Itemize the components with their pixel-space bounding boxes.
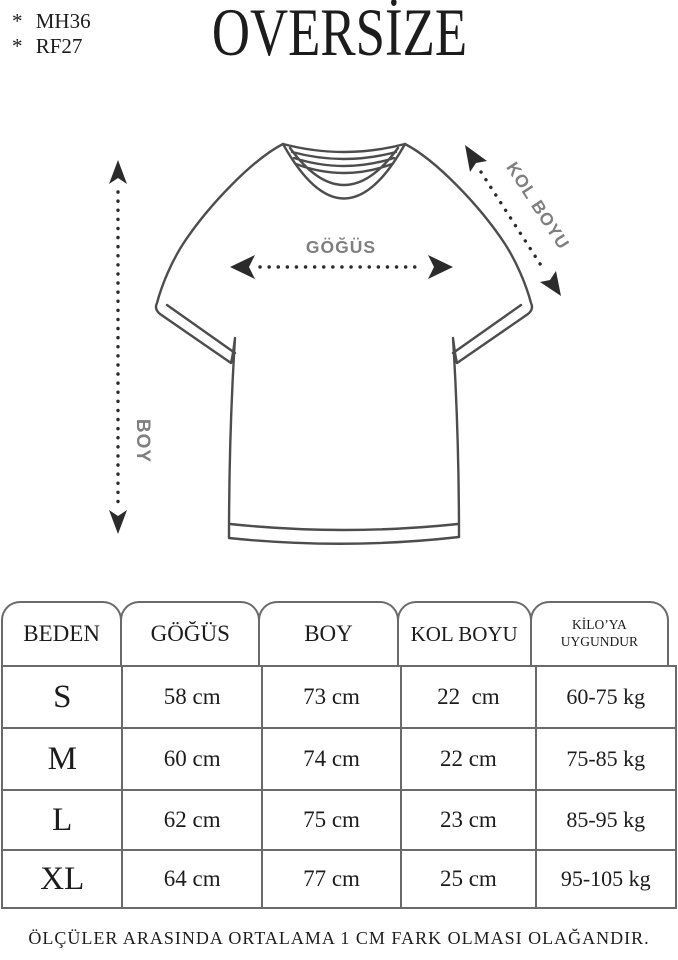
tshirt-outline: [156, 144, 532, 544]
arrowhead-up-icon: [109, 160, 127, 184]
size-cell: XL: [3, 851, 123, 907]
size-cell: S: [3, 667, 123, 727]
table-row-l: [3, 791, 675, 851]
size-cell: M: [3, 729, 123, 789]
length-cell: 75 cm: [263, 791, 402, 849]
header-cell-boy: BOY: [258, 601, 398, 665]
footnote: ÖLÇÜLER ARASINDA ORTALAMA 1 CM FARK OLMASI OLAĞANDIR.: [28, 928, 650, 948]
arrowhead-down-icon: [109, 510, 127, 534]
length-cell: 73 cm: [263, 667, 402, 727]
length-cell: 74 cm: [263, 729, 402, 789]
weight-cell: 60-75 kg: [566, 684, 646, 709]
table-row-s: [3, 667, 675, 729]
size-table-header: [1, 601, 677, 665]
size-table: [1, 601, 677, 909]
chest-cell: 60 cm: [123, 729, 262, 789]
product-code: * RF27: [12, 34, 83, 58]
header-cell-kiloya-uygundur: KİLO’YA UYGUNDUR: [530, 601, 669, 665]
size-cell: L: [3, 791, 123, 849]
chest-cell: 64 cm: [123, 851, 262, 907]
header-cell-gogus: GÖĞÜS: [120, 601, 260, 665]
sleeve-label: KOL BOYU: [502, 158, 574, 254]
sleeve-cell: 22 cm: [402, 729, 536, 789]
header-cell-kol-boyu: KOL BOYU: [397, 601, 532, 665]
weight-cell: 75-85 kg: [566, 746, 646, 771]
length-cell: 77 cm: [263, 851, 402, 907]
sleeve-cell: 22 cm: [402, 667, 536, 727]
weight-cell: 85-95 kg: [566, 807, 646, 832]
size-table-body: [1, 665, 677, 909]
sleeve-cell: 25 cm: [402, 851, 536, 907]
chest-label: GÖĞÜS: [305, 237, 377, 257]
chest-cell: 62 cm: [123, 791, 262, 849]
table-row-m: [3, 729, 675, 791]
sleeve-cell: 23 cm: [402, 791, 536, 849]
product-code: * MH36: [12, 9, 91, 33]
header-cell-beden: BEDEN: [1, 601, 122, 665]
arrowhead-upleft-icon: [465, 145, 487, 172]
weight-cell: 95-105 kg: [560, 866, 651, 891]
length-label: BOY: [132, 418, 153, 464]
chest-cell: 58 cm: [123, 667, 262, 727]
arrowhead-downright-icon: [540, 271, 561, 296]
table-row-xl: [3, 851, 675, 907]
page-title: OVERSİZE: [211, 0, 467, 71]
